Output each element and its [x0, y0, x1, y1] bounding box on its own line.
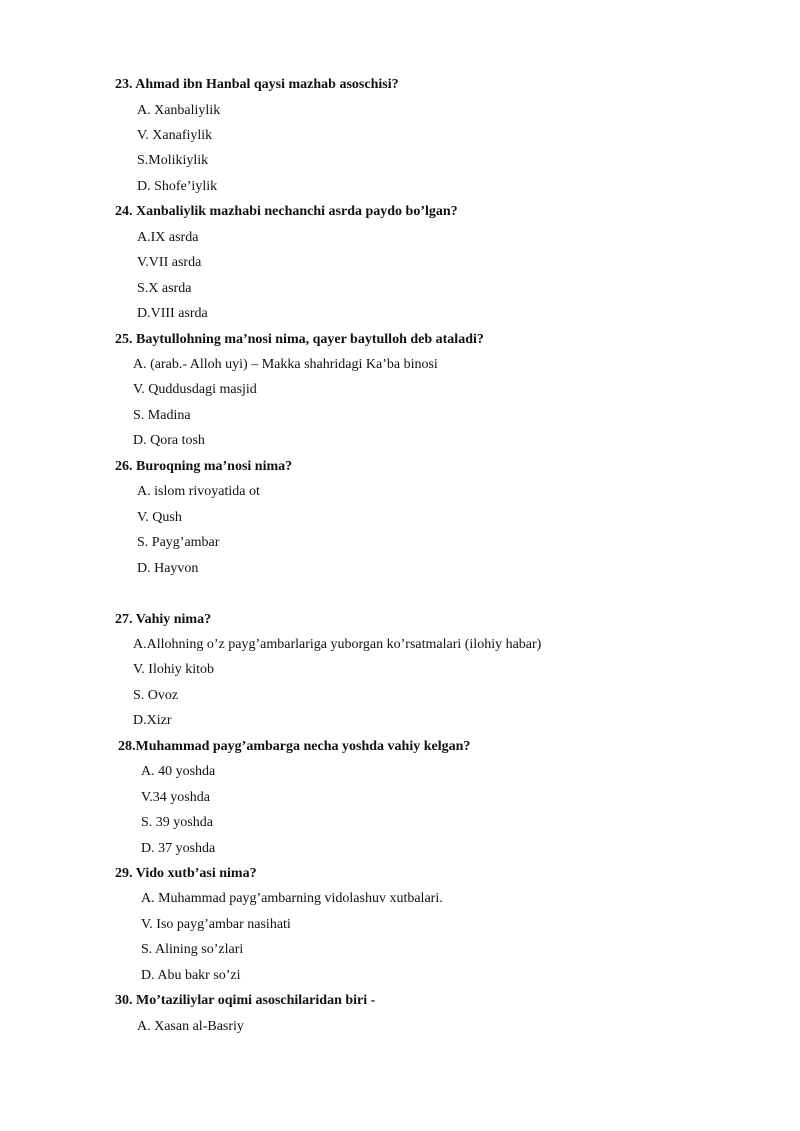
option-28-v: V.34 yoshda — [141, 790, 210, 805]
option-24-a: A.IX asrda — [137, 230, 199, 245]
option-24-d: D.VIII asrda — [137, 306, 208, 321]
option-29-a: A. Muhammad payg’ambarning vidolashuv xutbalari. — [141, 891, 443, 906]
question-26: 26. Buroqning ma’nosi nima? — [115, 459, 293, 474]
option-26-v: V. Qush — [137, 510, 182, 525]
option-25-d: D. Qora tosh — [133, 433, 205, 448]
option-23-v: V. Xanafiylik — [137, 128, 213, 143]
option-28-a: A. 40 yoshda — [141, 764, 216, 779]
question-24: 24. Xanbaliylik mazhabi nechanchi asrda paydo bo’lgan? — [115, 204, 458, 219]
question-29: 29. Vido xutb’asi nima? — [115, 866, 257, 881]
option-30-a: A. Xasan al-Basriy — [137, 1019, 244, 1034]
option-23-d: D. Shofe’iylik — [137, 179, 218, 194]
option-27-s: S. Ovoz — [133, 688, 179, 703]
option-25-s: S. Madina — [133, 408, 191, 423]
question-30: 30. Mo’taziliylar oqimi asoschilaridan biri - — [115, 993, 376, 1008]
option-29-v: V. Iso payg’ambar nasihati — [141, 917, 291, 932]
option-27-a: A.Allohning o’z payg’ambarlariga yuborgan ko’rsatmalari (ilohiy habar) — [133, 637, 542, 652]
option-27-v: V. Ilohiy kitob — [133, 662, 215, 677]
option-29-s: S. Alining so’zlari — [141, 942, 244, 957]
option-24-v: V.VII asrda — [137, 255, 202, 270]
question-23: 23. Ahmad ibn Hanbal qaysi mazhab asoschisi? — [115, 77, 399, 92]
option-28-s: S. 39 yoshda — [141, 815, 213, 830]
question-27: 27. Vahiy nima? — [115, 612, 212, 627]
option-24-s: S.X asrda — [137, 281, 192, 296]
option-23-a: A. Xanbaliylik — [137, 103, 221, 118]
option-28-d: D. 37 yoshda — [141, 841, 216, 856]
option-26-s: S. Payg’ambar — [137, 535, 220, 550]
question-28: 28.Muhammad payg’ambarga necha yoshda vahiy kelgan? — [118, 739, 471, 754]
question-25: 25. Baytullohning ma’nosi nima, qayer baytulloh deb ataladi? — [115, 332, 484, 347]
option-25-a: A. (arab.- Alloh uyi) – Makka shahridagi Ka’ba binosi — [133, 357, 438, 372]
option-26-d: D. Hayvon — [137, 561, 199, 576]
option-29-d: D. Abu bakr so’zi — [141, 968, 241, 983]
option-26-a: A. islom rivoyatida ot — [137, 484, 260, 499]
option-27-d: D.Xizr — [133, 713, 172, 728]
option-23-s: S.Molikiylik — [137, 153, 209, 168]
option-25-v: V. Quddusdagi masjid — [133, 382, 257, 397]
